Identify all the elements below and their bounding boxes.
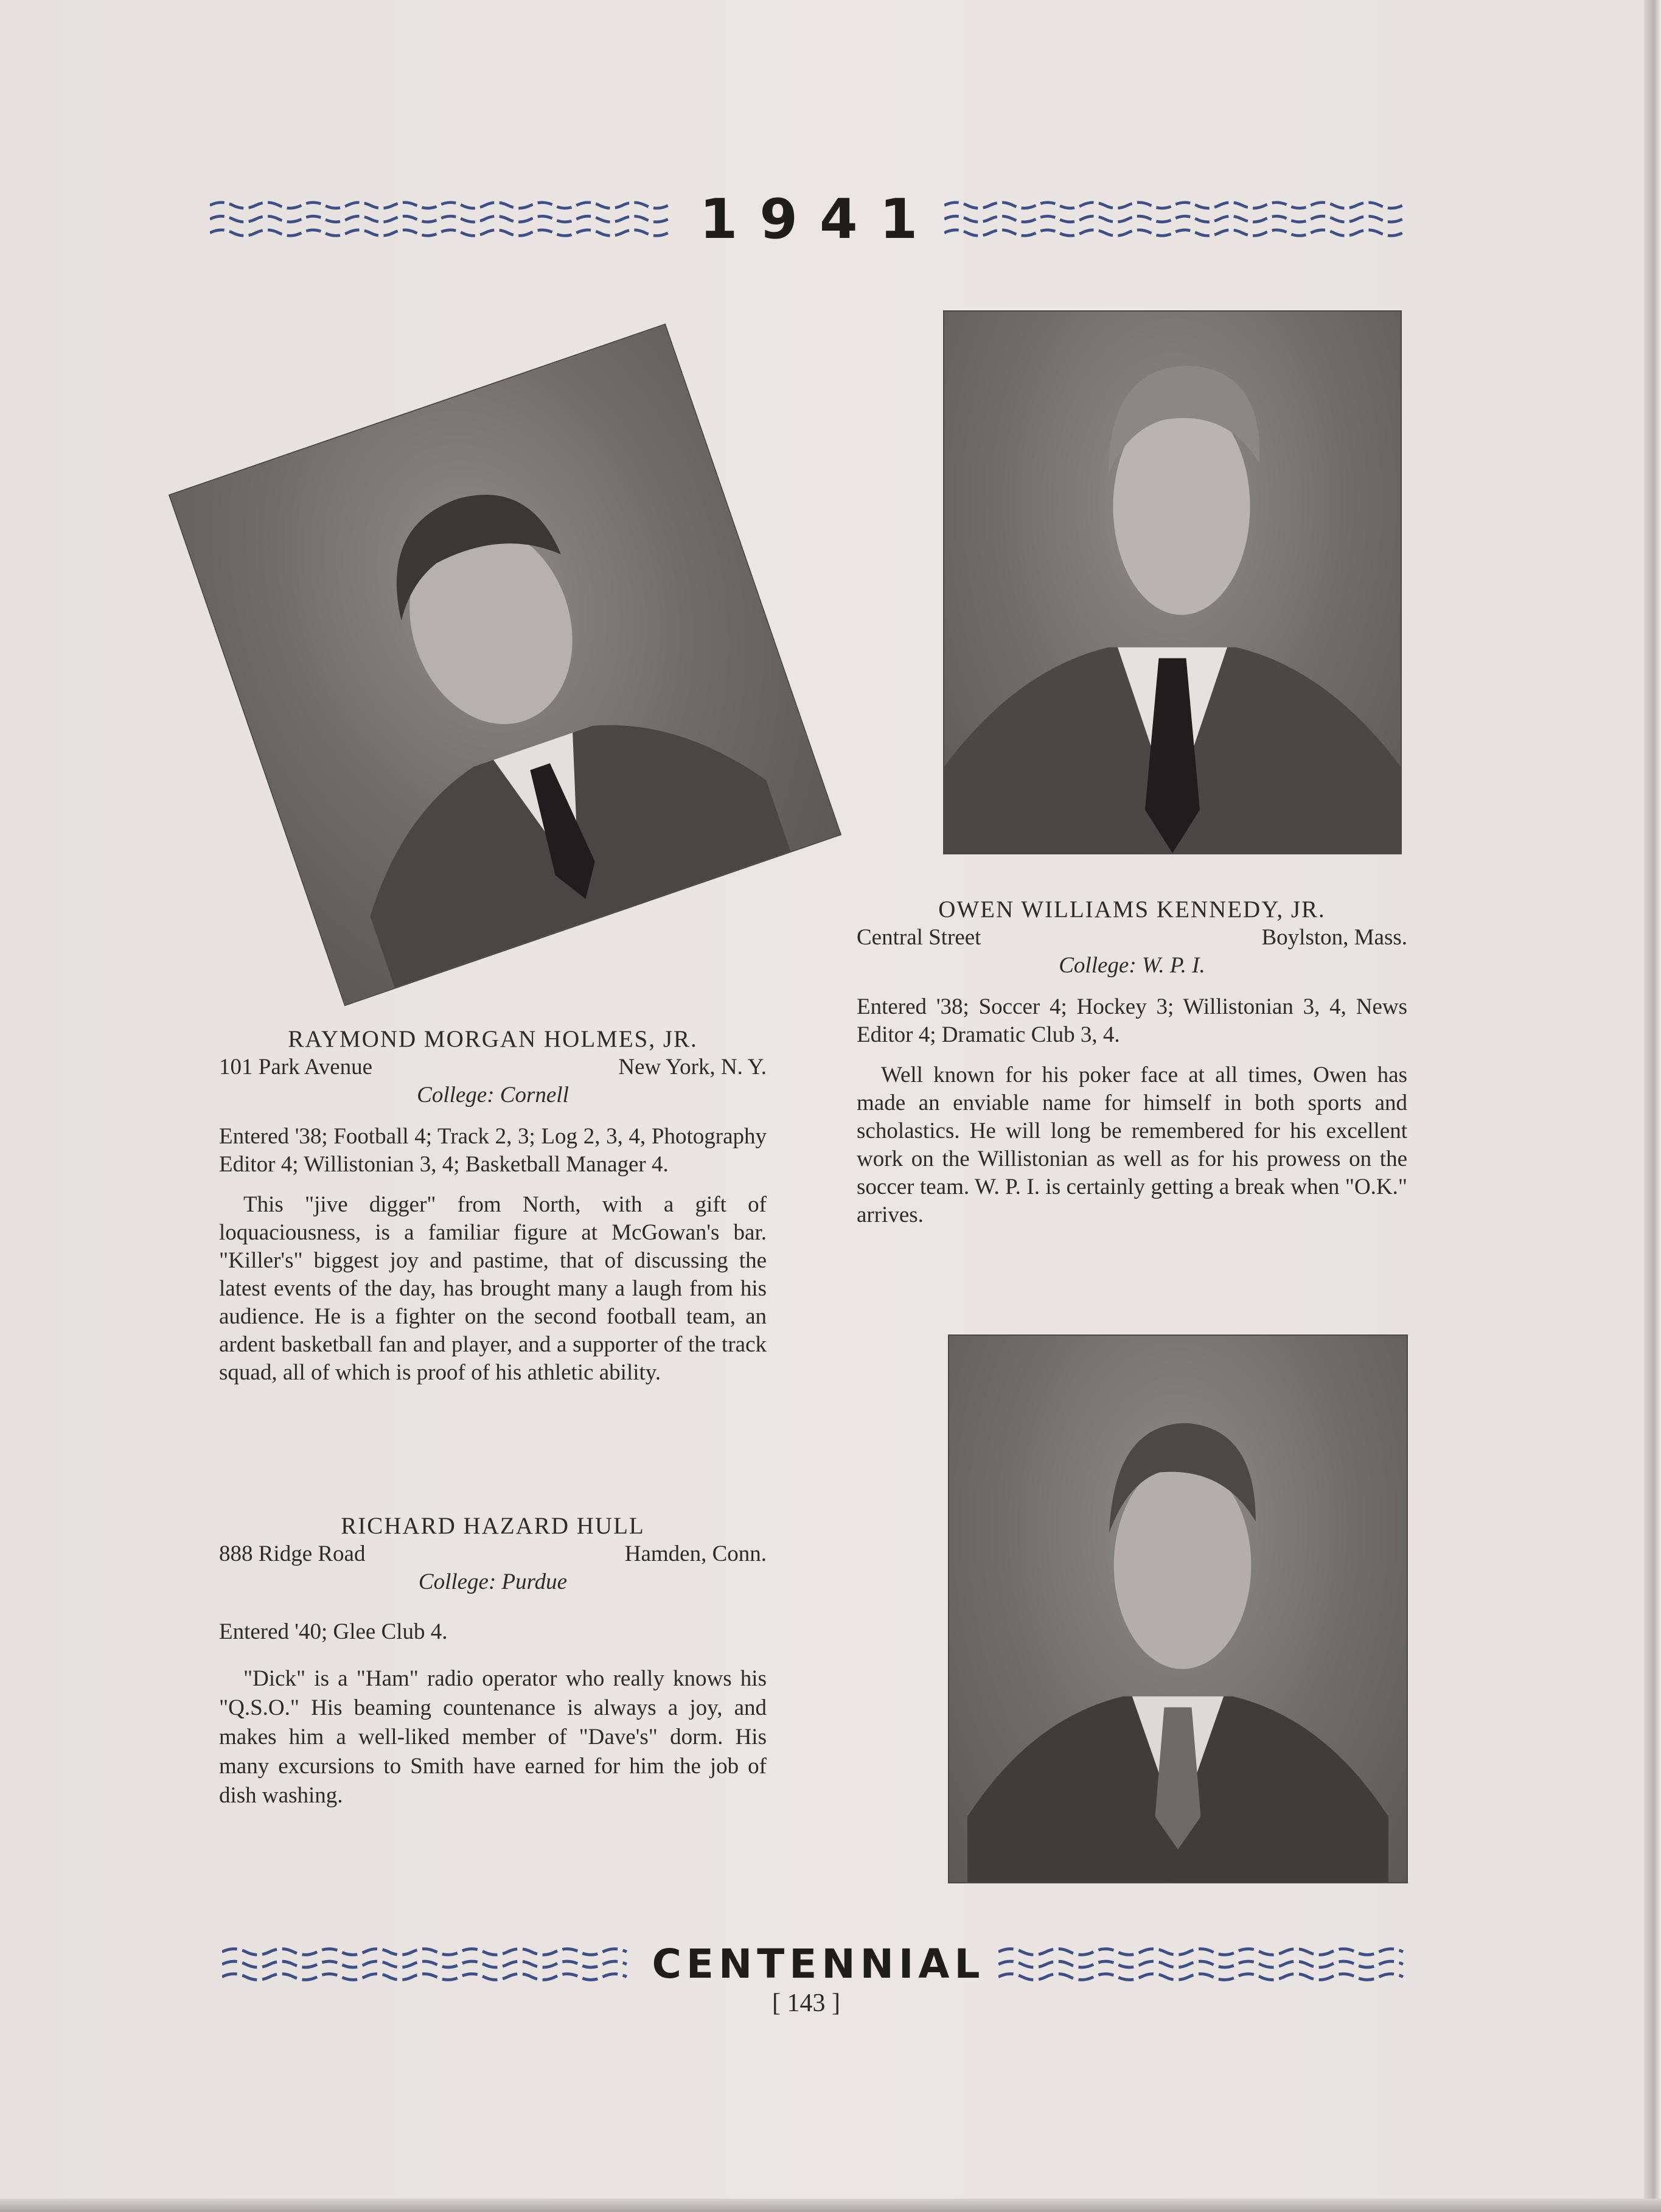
- wave-ornament-right: [998, 1943, 1415, 1986]
- page-number: [ 143 ]: [772, 1989, 840, 2017]
- activity-record: Entered '40; Glee Club 4.: [219, 1619, 448, 1644]
- page-edge-bottom: [0, 2199, 1661, 2212]
- city-address: New York, N. Y.: [618, 1055, 767, 1080]
- header-band: [210, 186, 1409, 253]
- student-address: [219, 1540, 767, 1568]
- portrait-photo-holmes: [170, 325, 840, 1005]
- year-heading: 1941: [699, 187, 940, 251]
- student-name: OWEN WILLIAMS KENNEDY, JR.: [938, 896, 1326, 923]
- student-address: [857, 924, 1407, 952]
- portrait-silhouette: [944, 312, 1401, 853]
- student-blurb: "Dick" is a "Ham" radio operator who really knows his "Q.S.O." His beaming countenance is always a joy, and makes him a well-liked member of "Dave's" dorm. His many excursions to Smith have earned for him the job of dish washing.: [219, 1666, 767, 1808]
- student-blurb: Well known for his poker face at all times, Owen has made an enviable name for himself in both sports and scholastics. He will long be remembered for his excellent work on the Willistonian as well as for his prowess on the soccer team. W. P. I. is certainly getting a break when "O.K." arrives.: [857, 1062, 1407, 1227]
- city-address: Hamden, Conn.: [624, 1541, 767, 1566]
- student-entry-kennedy: [857, 896, 1407, 1229]
- student-college: College: Purdue: [418, 1569, 568, 1594]
- portrait-photo-hull: [949, 1336, 1407, 1882]
- student-college: College: W. P. I.: [1059, 953, 1205, 978]
- street-address: 888 Ridge Road: [219, 1541, 366, 1566]
- portrait-photo-kennedy: [944, 312, 1401, 853]
- student-entry-hull: [219, 1512, 767, 1810]
- city-address: Boylston, Mass.: [1261, 925, 1407, 950]
- student-name: RICHARD HAZARD HULL: [341, 1513, 645, 1539]
- activity-record: Entered '38; Football 4; Track 2, 3; Log 2, 3, 4, Photography Editor 4; Willistonian 3, 4; Basketball Manager 4.: [219, 1124, 767, 1177]
- footer-band: [222, 1935, 1415, 1993]
- wave-ornament-right: [944, 195, 1409, 243]
- portrait-silhouette: [170, 325, 840, 1005]
- activity-record: Entered '38; Soccer 4; Hockey 3; Willistonian 3, 4, News Editor 4; Dramatic Club 3, 4.: [857, 994, 1407, 1047]
- centennial-heading: CENTENNIAL: [652, 1941, 985, 1987]
- wave-ornament-left: [210, 195, 674, 243]
- wave-ornament-left: [222, 1943, 638, 1986]
- street-address: Central Street: [857, 925, 981, 950]
- street-address: 101 Park Avenue: [219, 1055, 373, 1080]
- student-college: College: Cornell: [417, 1083, 569, 1108]
- page-edge: [1644, 0, 1661, 2212]
- student-entry-holmes: [219, 1025, 767, 1387]
- student-blurb: This "jive digger" from North, with a gift of loquaciousness, is a familiar figure at McGowan's bar. "Killer's" biggest joy and pastime, that of discussing the latest events of the day, has brought many a laugh from his audience. He is a fighter on the second football team, an ardent basketball fan and player, and a supporter of the track squad, all of which is proof of his athletic ability.: [219, 1192, 767, 1385]
- student-name: RAYMOND MORGAN HOLMES, JR.: [288, 1026, 698, 1052]
- portrait-silhouette: [949, 1336, 1407, 1882]
- student-address: [219, 1053, 767, 1081]
